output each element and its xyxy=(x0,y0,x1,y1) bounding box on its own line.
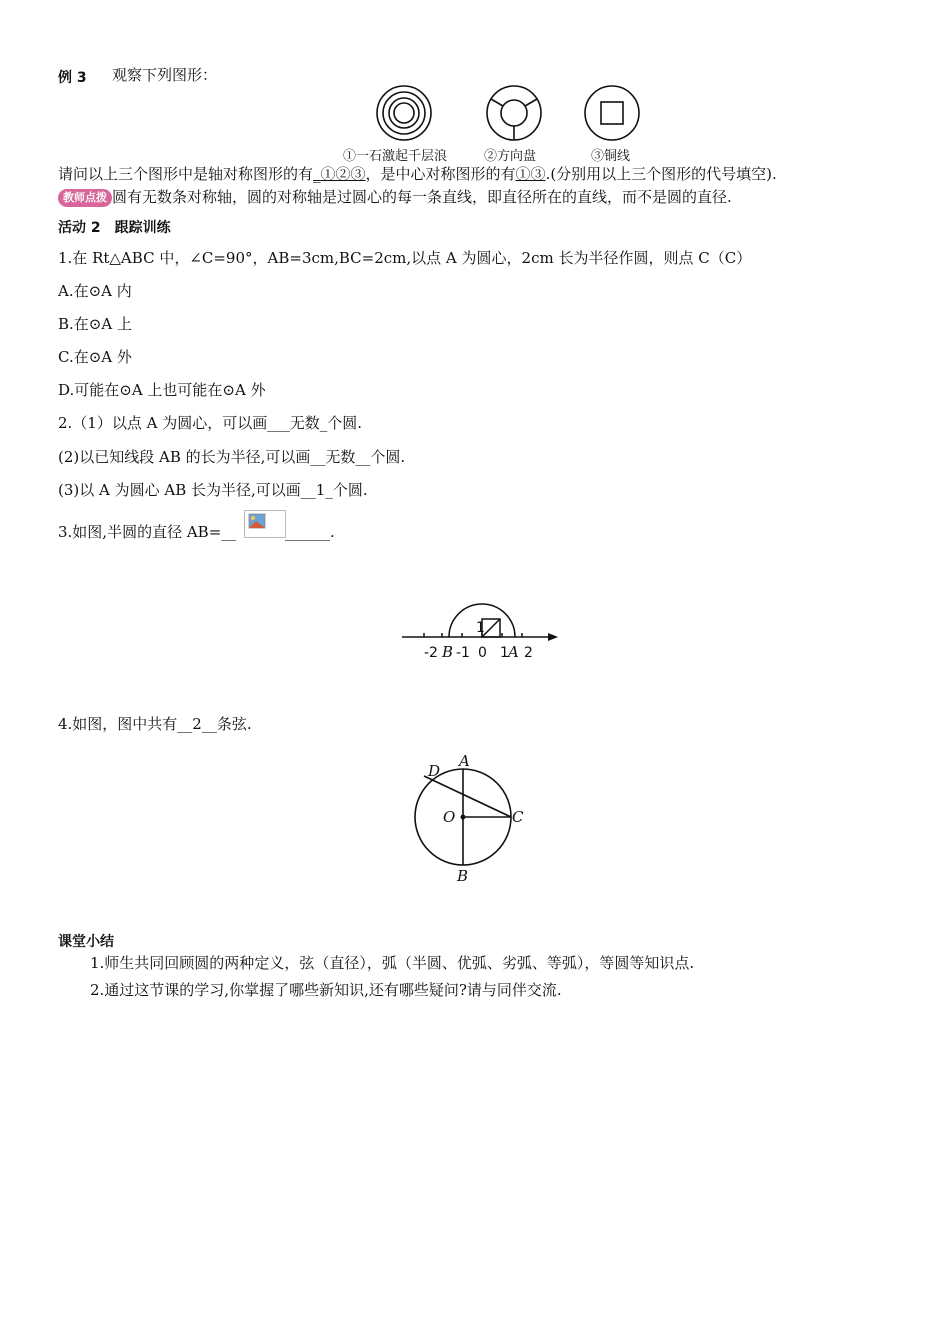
question-1: 1.在 Rt△ABC 中，∠C=90°，AB=3cm,BC=2cm,以点 A 为圆心，2cm 长为半径作圆，则点 C（C） xyxy=(58,249,752,267)
activity-title: 活动 2 跟踪训练 xyxy=(58,220,171,236)
question-mid: ，是中心对称图形的有 xyxy=(365,165,516,183)
answer-axis-symmetric: _①②③ xyxy=(313,165,366,183)
question-2-part-2: (2)以已知线段 AB 的长为半径,可以画__无数__个圆. xyxy=(58,448,406,466)
caption-copper-coin: ③铜线 xyxy=(591,149,631,164)
summary-title: 课堂小结 xyxy=(58,934,114,950)
question-pre: 请问以上三个图形中是轴对称图形的有 xyxy=(58,165,314,183)
square-label: 1 xyxy=(476,620,485,636)
point-label-d: D xyxy=(428,762,441,780)
point-label-o: O xyxy=(443,808,456,826)
summary-item-2: 2.通过这节课的学习,你掌握了哪些新知识,还有哪些疑问?请与同伴交流. xyxy=(90,981,562,999)
example-prompt: 观察下列图形： xyxy=(112,66,218,84)
question-3-post: ______. xyxy=(285,523,335,541)
teacher-tip-badge: 教师点拨 xyxy=(58,189,112,207)
tick-label-minus-1: -1 xyxy=(456,645,470,661)
caption-steering-wheel: ②方向盘 xyxy=(484,149,537,164)
tick-label-minus-2: -2 xyxy=(424,645,438,661)
point-label-a-circle: A xyxy=(459,752,470,770)
question-4: 4.如图，图中共有__2__条弦. xyxy=(58,715,252,733)
option-d: D.可能在⊙A 上也可能在⊙A 外 xyxy=(58,381,266,399)
question-2-part-3: (3)以 A 为圆心 AB 长为半径,可以画__1_个圆. xyxy=(58,481,368,499)
teacher-tip-text: 圆有无数条对称轴，圆的对称轴是过圆心的每一条直线，即直径所在的直线，而不是圆的直径. xyxy=(112,188,732,206)
example-label: 例 3 xyxy=(58,70,87,86)
summary-item-1: 1.师生共同回顾圆的两种定义，弦（直径），弧（半圆、优弧、劣弧、等弧），等圆等知识点. xyxy=(90,954,695,972)
tick-label-2: 2 xyxy=(524,645,533,661)
point-label-a: A xyxy=(508,643,519,661)
question-3-pre: 3.如图,半圆的直径 AB=__ xyxy=(58,523,237,541)
point-label-c: C xyxy=(512,808,524,826)
caption-ripples: ①一石激起千层浪 xyxy=(343,149,448,164)
option-a: A.在⊙A 内 xyxy=(58,282,132,300)
option-b: B.在⊙A 上 xyxy=(58,315,132,333)
tick-label-1: 1 xyxy=(500,645,509,661)
point-label-b: B xyxy=(442,643,454,661)
answer-center-symmetric: ①③ xyxy=(515,165,546,183)
question-post: .(分别用以上三个图形的代号填空). xyxy=(545,165,777,183)
point-label-b-circle: B xyxy=(457,867,469,885)
question-2-part-1: 2.（1）以点 A 为圆心，可以画___无数_个圆. xyxy=(58,414,362,432)
tick-label-0: 0 xyxy=(478,645,487,661)
option-c: C.在⊙A 外 xyxy=(58,348,132,366)
